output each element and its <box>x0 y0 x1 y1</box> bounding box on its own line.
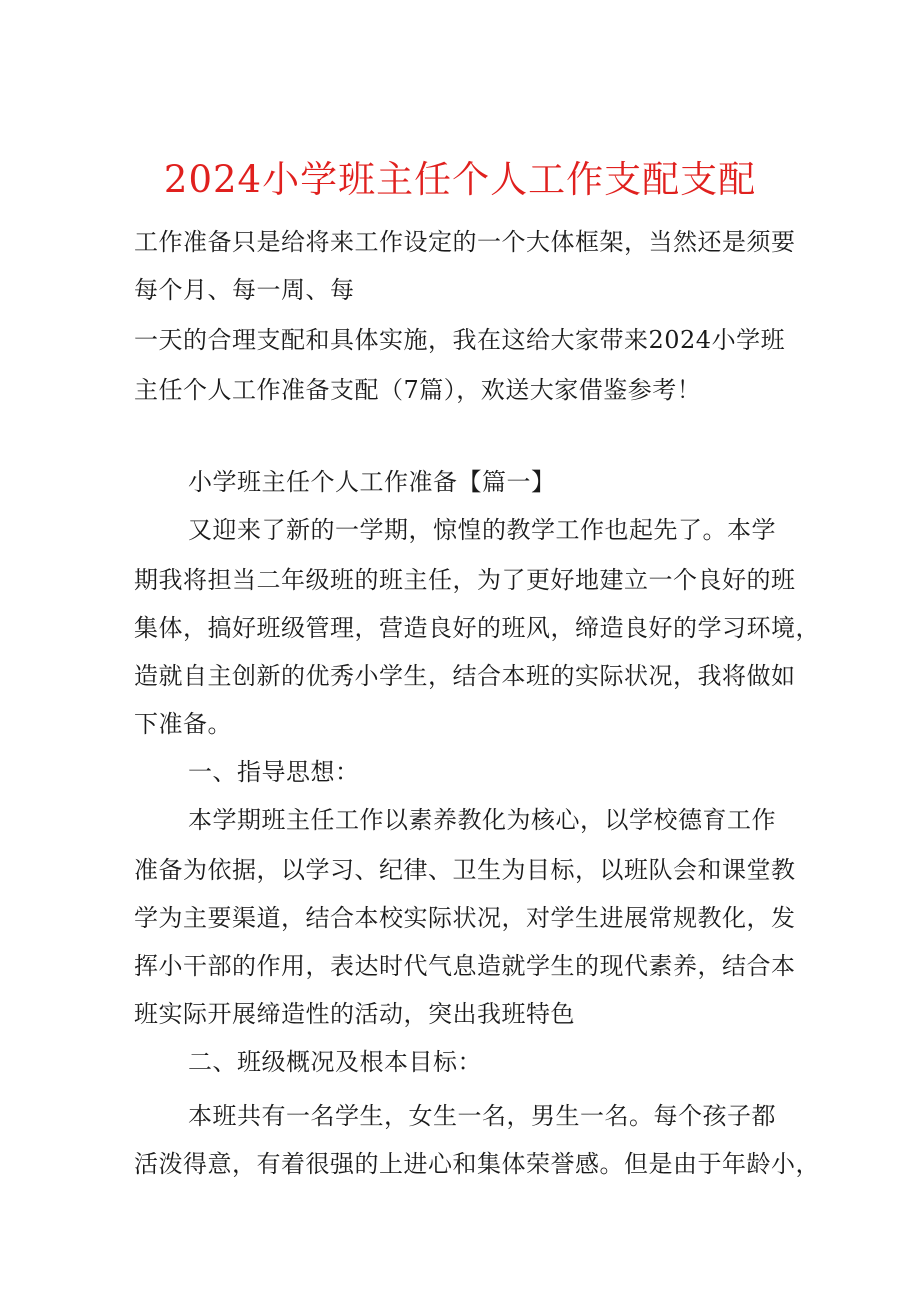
intro-line-2: 每个月、每一周、每 <box>134 276 355 304</box>
para2-line-3: 学为主要渠道，结合本校实际状况，对学生进展常规教化，发 <box>134 904 796 932</box>
para3-line-2: 活泼得意，有着很强的上进心和集体荣誉感。但是由于年龄小， <box>134 1150 820 1178</box>
para2-line-5: 班实际开展缔造性的活动，突出我班特色 <box>134 1000 575 1028</box>
para1-line-4: 造就自主创新的优秀小学生，结合本班的实际状况，我将做如 <box>134 662 796 690</box>
heading-class-overview: 二、班级概况及根本目标： <box>188 1048 482 1076</box>
section-title: 小学班主任个人工作准备【篇一】 <box>188 468 556 496</box>
document-title: 2024小学班主任个人工作支配支配 <box>163 158 757 201</box>
para1-line-1: 又迎来了新的一学期，惊惶的教学工作也起先了。本学 <box>188 516 776 544</box>
para1-line-2: 期我将担当二年级班的班主任，为了更好地建立一个良好的班 <box>134 566 796 594</box>
para1-line-3: 集体，搞好班级管理，营造良好的班风，缔造良好的学习环境， <box>134 614 820 642</box>
para2-line-1: 本学期班主任工作以素养教化为核心，以学校德育工作 <box>188 806 776 834</box>
heading-guiding-thought: 一、指导思想： <box>188 758 360 786</box>
intro-line-1: 工作准备只是给将来工作设定的一个大体框架，当然还是须要 <box>134 228 796 256</box>
para3-line-1: 本班共有一名学生，女生一名，男生一名。每个孩子都 <box>188 1102 776 1130</box>
para2-line-4: 挥小干部的作用，表达时代气息造就学生的现代素养，结合本 <box>134 952 796 980</box>
para1-line-5: 下准备。 <box>134 710 232 738</box>
para2-line-2: 准备为依据，以学习、纪律、卫生为目标，以班队会和课堂教 <box>134 856 796 884</box>
intro-line-4: 主任个人工作准备支配（7篇），欢送大家借鉴参考！ <box>134 376 702 404</box>
intro-line-3: 一天的合理支配和具体实施，我在这给大家带来2024小学班 <box>134 326 786 354</box>
